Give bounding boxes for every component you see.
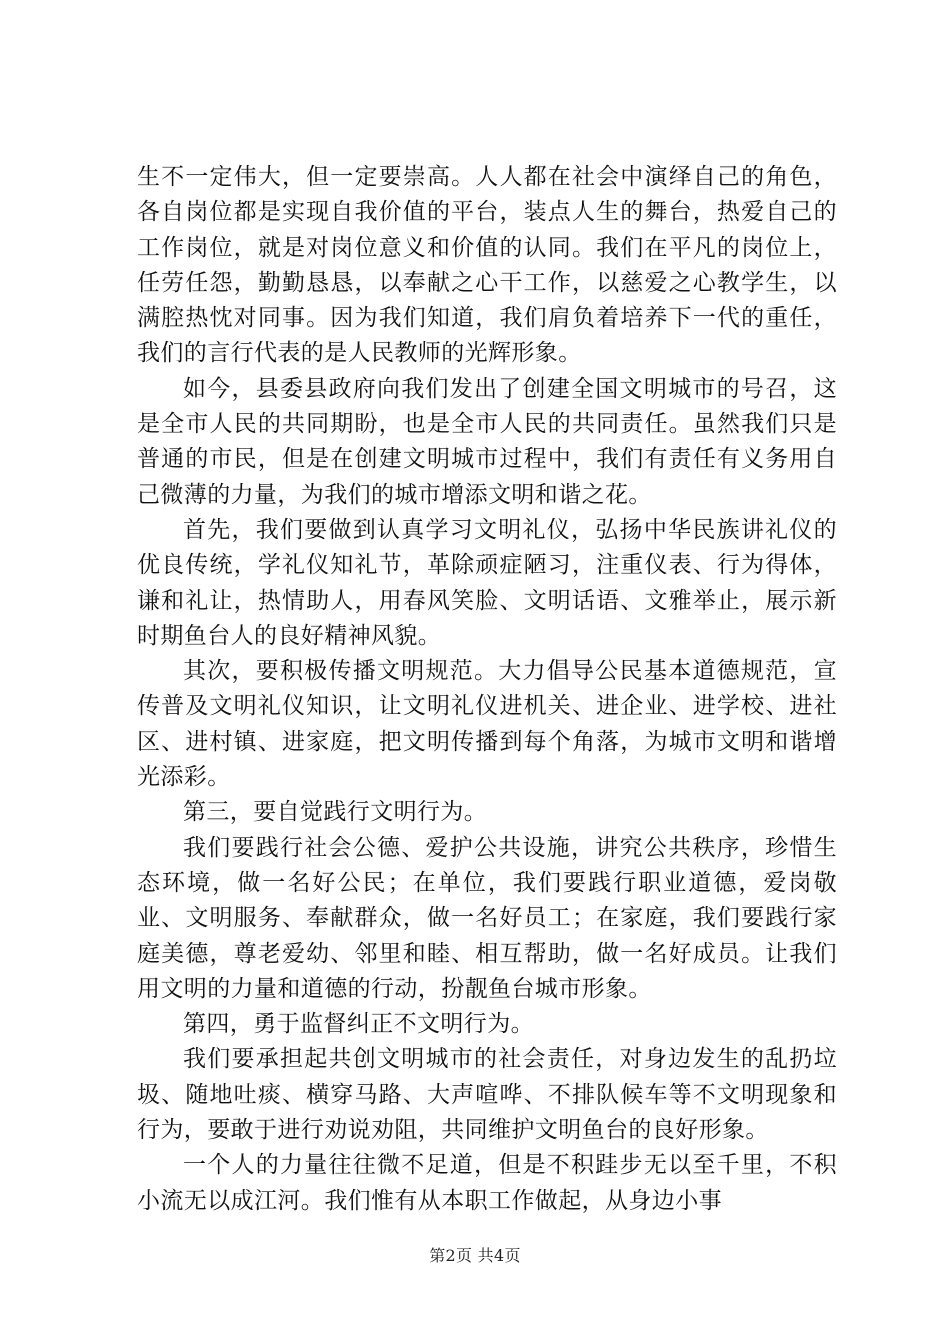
paragraph-6: 我们要践行社会公德、爱护公共设施，讲究公共秩序，珍惜生态环境，做一名好公民；在单位，我们要践行职业道德，爱岗敬业、文明服务、奉献群众，做一名好员工；在家庭，我们要践行家庭美德，尊老爱幼、邻里和睦、相互帮助，做一名好成员。让我们用文明的力量和道德的行动，扮靓鱼台城市形象。	[137, 834, 837, 1002]
paragraph-4: 其次，要积极传播文明规范。大力倡导公民基本道德规范，宣传普及文明礼仪知识，让文明礼仪进机关、进企业、进学校、进社区、进村镇、进家庭，把文明传播到每个角落，为城市文明和谐增光添彩。	[137, 658, 837, 791]
paragraph-7: 第四，勇于监督纠正不文明行为。	[183, 1011, 534, 1038]
paragraph-2: 如今，县委县政府向我们发出了创建全国文明城市的号召，这是全市人民的共同期盼，也是全市人民的共同责任。虽然我们只是普通的市民，但是在创建文明城市过程中，我们有责任有义务用自己微薄的力量，为我们的城市增添文明和谐之花。	[137, 375, 837, 508]
paragraph-8: 我们要承担起共创文明城市的社会责任，对身边发生的乱扔垃圾、随地吐痰、横穿马路、大声喧哗、不排队候车等不文明现象和行为，要敢于进行劝说劝阻，共同维护文明鱼台的良好形象。	[137, 1046, 837, 1144]
paragraph-1: 生不一定伟大，但一定要崇高。人人都在社会中演绎自己的角色，各自岗位都是实现自我价值的平台，装点人生的舞台，热爱自己的工作岗位，就是对岗位意义和价值的认同。我们在平凡的岗位上，任劳任怨，勤勤恳恳，以奉献之心干工作，以慈爱之心教学生，以满腔热忱对同事。因为我们知道，我们肩负着培养下一代的重任，我们的言行代表的是人民教师的光辉形象。	[137, 164, 837, 367]
paragraph-9: 一个人的力量往往微不足道，但是不积跬步无以至千里，不积小流无以成江河。我们惟有从本职工作做起，从身边小事	[137, 1152, 837, 1214]
page-footer: 第2页 共4页	[429, 1246, 521, 1265]
document-body	[137, 160, 837, 1219]
paragraph-5: 第三，要自觉践行文明行为。	[183, 799, 488, 826]
paragraph-3: 首先，我们要做到认真学习文明礼仪，弘扬中华民族讲礼仪的优良传统，学礼仪知礼节，革除顽症陋习，注重仪表、行为得体，谦和礼让，热情助人，用春风笑脸、文明话语、文雅举止，展示新时期鱼台人的良好精神风貌。	[137, 516, 837, 649]
